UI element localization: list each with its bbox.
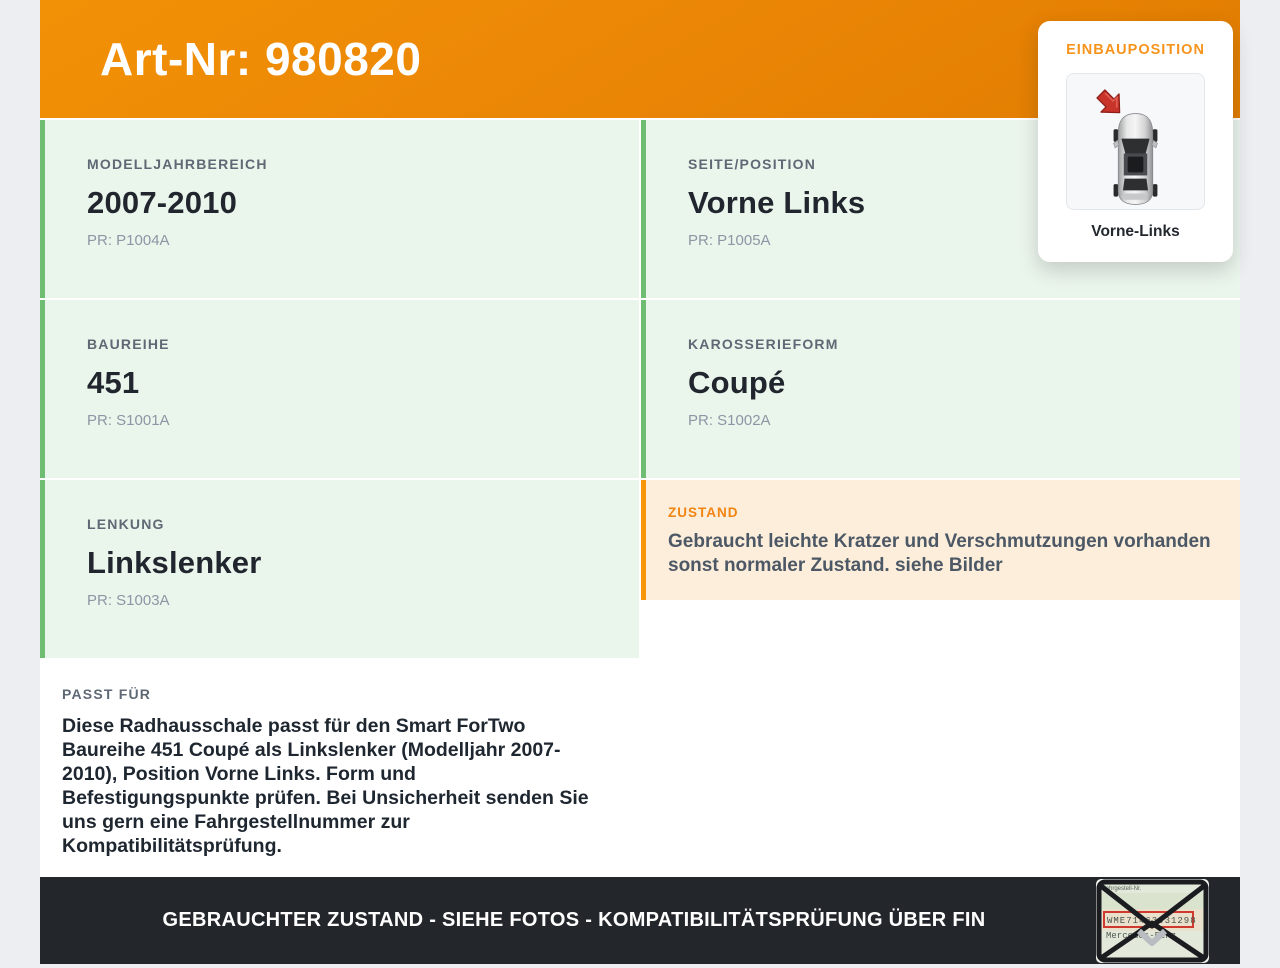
condition-text: Gebraucht leichte Kratzer und Verschmutzungen vorhanden sonst normaler Zustand. siehe Bilder [668,531,1211,576]
doc-label: Fahrgestell-Nr. [1102,886,1142,892]
footer-bar [40,877,1240,964]
card-karosserieform [641,300,1240,478]
card-modelljahrbereich [40,120,639,298]
card-label: LENKUNG [87,516,165,532]
card-label: PASST FÜR [62,686,152,702]
card-label: MODELLJAHRBEREICH [87,156,268,172]
card-label: BAUREIHE [87,336,170,352]
pr-code: PR: S1001A [87,412,170,429]
card-value: Coupé [688,365,786,400]
envelope-over-document-icon [1096,879,1209,963]
doc-vin: WME71463J31298 7 [1107,916,1209,926]
footer-notice: GEBRAUCHTER ZUSTAND - SIEHE FOTOS - KOMPATIBILITÄTSPRÜFUNG ÜBER FIN [162,909,986,931]
card-baureihe [40,300,639,478]
card-value: 451 [87,365,140,400]
left-column [40,120,639,877]
fitment-text: Diese Radhausschale passt für den Smart ForTwo Baureihe 451 Coupé als Linkslenker (Modelljahr 2007-2010), Position Vorne Links. Form und Befestigungspunkte prüfen. Bei Unsicherheit senden Sie uns gern eine Fahrgestellnummer zur Kompatibilitätsprüfung. [62,715,589,857]
einbauposition-label: EINBAUPOSITION [1066,42,1205,58]
empty-area [641,602,1240,877]
pr-code: PR: P1004A [87,232,170,249]
article-number-title: Art-Nr: 980820 [100,33,422,85]
doc-brand: Mercedes-Benz [1106,931,1177,941]
position-image-box [1066,73,1205,210]
card-label: SEITE/POSITION [688,156,817,172]
pr-code: PR: P1005A [688,232,771,249]
card-lenkung [40,480,639,658]
pr-code: PR: S1003A [87,592,170,609]
card-passt-fuer [40,660,639,877]
card-label: ZUSTAND [668,505,739,520]
card-value: Linkslenker [87,545,262,580]
card-label: KAROSSERIEFORM [688,336,839,352]
card-value: 2007-2010 [87,185,238,220]
einbauposition-card [1038,21,1233,262]
card-zustand [641,480,1240,600]
vehicle-document-icon [1096,879,1209,963]
card-value: Vorne Links [688,185,866,220]
position-arrow-icon [1094,87,1126,119]
pr-code: PR: S1002A [688,412,771,429]
einbauposition-caption: Vorne-Links [1091,223,1180,240]
car-top-view-icon [1112,112,1159,206]
